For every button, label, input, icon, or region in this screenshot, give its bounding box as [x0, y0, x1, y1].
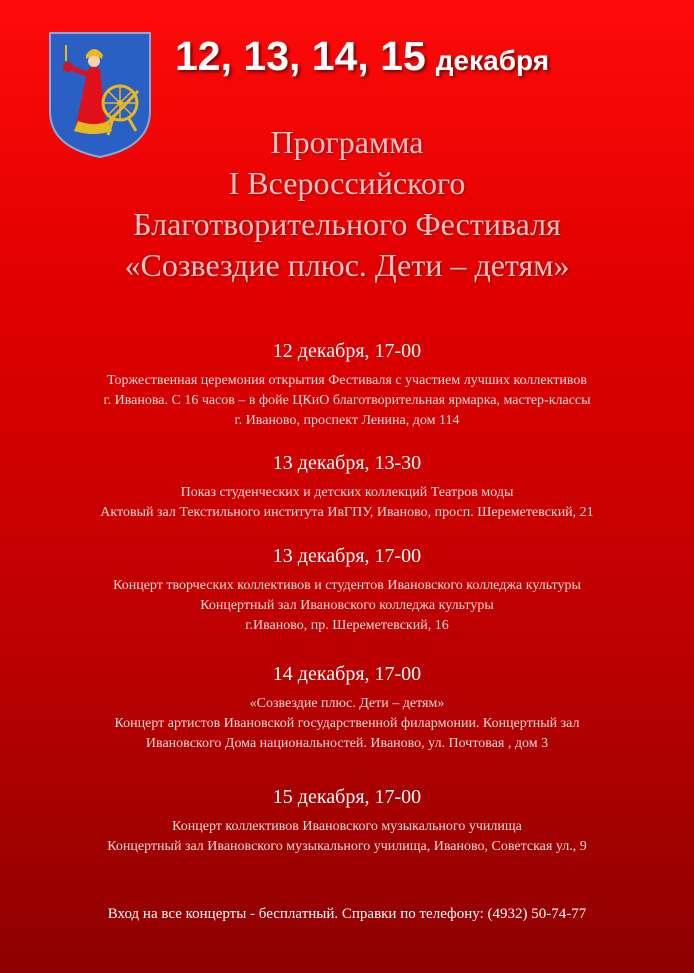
- event-line: г. Иваново, проспект Ленина, дом 114: [234, 413, 460, 428]
- event-date: 15 декабря, 17-00: [272, 786, 422, 808]
- event-date: 12 декабря, 17-00: [272, 340, 422, 362]
- event-description: [0, 371, 694, 431]
- event-line: Ивановского Дома национальностей. Иваново, ул. Почтовая , дом 3: [145, 736, 549, 751]
- event-line: Концерт творческих коллективов и студентов Ивановского колледжа культуры: [113, 578, 581, 593]
- event-line: Концертный зал Ивановского колледжа культуры: [200, 598, 494, 613]
- event-line: Актовый зал Текстильного института ИвГПУ, Иваново, просп. Шереметевский, 21: [100, 505, 594, 520]
- event-line: Концертный зал Ивановского музыкального училища, Иваново, Советская ул., 9: [107, 839, 587, 854]
- event-description: [0, 483, 694, 523]
- event-description: [0, 817, 694, 857]
- event-line: Торжественная церемония открытия Фестиваля с участием лучших коллективов: [107, 373, 587, 388]
- event-description: [0, 576, 694, 636]
- event-date: 14 декабря, 17-00: [272, 663, 422, 685]
- dates-month: декабря: [435, 45, 550, 76]
- event-item: [0, 339, 694, 431]
- event-date: 13 декабря, 13-30: [272, 452, 422, 474]
- title-line-4: «Созвездие плюс. Дети – детям»: [124, 247, 570, 283]
- dates-numbers: 12, 13, 14, 15: [175, 33, 426, 79]
- event-item: [0, 451, 694, 523]
- event-item: [0, 662, 694, 754]
- festival-dates-heading: [175, 33, 549, 80]
- event-description: [0, 694, 694, 754]
- event-line: г. Иванова. С 16 часов – в фойе ЦКиО благотворительная ярмарка, мастер-классы: [103, 393, 591, 408]
- event-line: Концерт артистов Ивановской государственной филармонии. Концертный зал: [114, 716, 580, 731]
- footer-info: Вход на все концерты - бесплатный. Справки по телефону: (4932) 50-74-77: [107, 906, 587, 922]
- event-line: Концерт коллективов Ивановского музыкального училища: [172, 819, 522, 834]
- event-line: Показ студенческих и детских коллекций Театров моды: [180, 485, 514, 500]
- event-date: 13 декабря, 17-00: [272, 545, 422, 567]
- event-line: г.Иваново, пр. Шереметевский, 16: [245, 618, 449, 633]
- event-item: [0, 544, 694, 636]
- program-title: [0, 122, 694, 286]
- title-line-3: Благотворительного Фестиваля: [133, 206, 561, 242]
- event-line: «Созвездие плюс. Дети – детям»: [249, 696, 445, 711]
- title-line-2: I Всероссийского: [228, 165, 466, 201]
- title-line-1: Программа: [270, 124, 424, 160]
- event-item: [0, 785, 694, 857]
